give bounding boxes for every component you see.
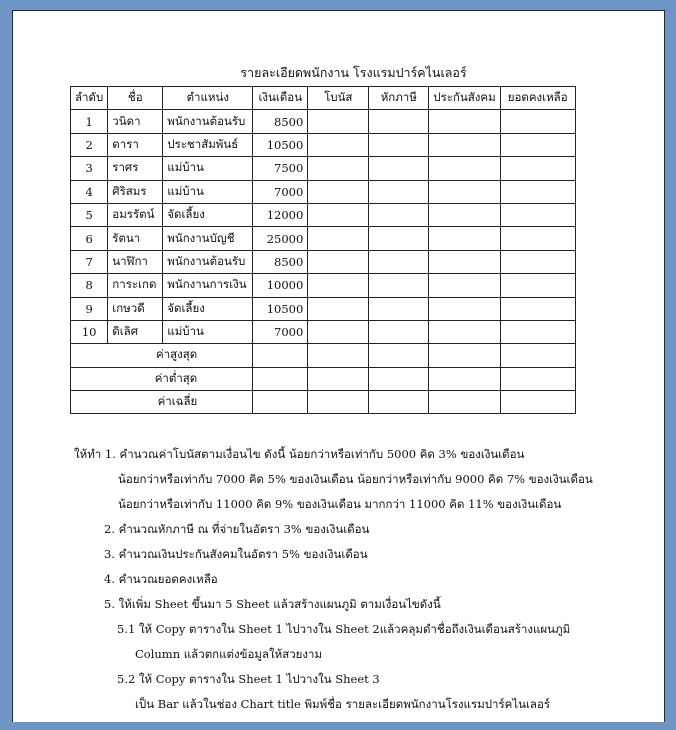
- summary-cell: [500, 367, 575, 390]
- instruction-line: 4. คำนวณยอดคงเหลือ: [104, 572, 218, 586]
- employee-table: [70, 86, 576, 414]
- header-no: ลำดับ: [71, 87, 108, 110]
- cell-tax: [369, 203, 429, 226]
- cell-net-balance: [500, 227, 575, 250]
- cell-salary: 10000: [253, 274, 308, 297]
- table-row: [71, 157, 576, 180]
- cell-bonus: [308, 180, 369, 203]
- cell-name: ดิเลิศ: [108, 320, 163, 343]
- cell-bonus: [308, 110, 369, 133]
- summary-label: ค่าเฉลี่ย: [71, 391, 253, 414]
- summary-cell: [500, 344, 575, 367]
- summary-label: ค่าสูงสุด: [71, 344, 253, 367]
- cell-no: 4: [71, 180, 108, 203]
- cell-tax: [369, 274, 429, 297]
- window-bottom-bar: [0, 722, 676, 730]
- cell-no: 9: [71, 297, 108, 320]
- cell-salary: 7000: [253, 320, 308, 343]
- table-row: [71, 250, 576, 273]
- document-page: [12, 10, 665, 724]
- cell-no: 2: [71, 133, 108, 156]
- instruction-line: 5. ให้เพิ่ม Sheet ขึ้นมา 5 Sheet แล้วสร้างแผนภูมิ ตามเงื่อนไขดังนี้: [104, 597, 441, 611]
- instruction-line: ให้ทำ 1. คำนวณค่าโบนัสตามเงื่อนไข ดังนี้ น้อยกว่าหรือเท่ากับ 5000 คิด 3% ของเงินเดือน: [74, 447, 525, 461]
- cell-salary: 7000: [253, 180, 308, 203]
- table-row: [71, 133, 576, 156]
- cell-net-balance: [500, 133, 575, 156]
- cell-name: การะเกด: [108, 274, 163, 297]
- instruction-line: 2. คำนวณหักภาษี ณ ที่จ่ายในอัตรา 3% ของเงินเดือน: [104, 522, 370, 536]
- cell-no: 3: [71, 157, 108, 180]
- cell-social-security: [429, 274, 500, 297]
- cell-social-security: [429, 133, 500, 156]
- cell-social-security: [429, 110, 500, 133]
- cell-net-balance: [500, 157, 575, 180]
- cell-tax: [369, 133, 429, 156]
- cell-social-security: [429, 180, 500, 203]
- instruction-line: Column แล้วตกแต่งข้อมูลให้สวยงาม: [135, 647, 323, 661]
- cell-tax: [369, 297, 429, 320]
- cell-position: พนักงานต้อนรับ: [163, 250, 253, 273]
- instruction-line: น้อยกว่าหรือเท่ากับ 7000 คิด 5% ของเงินเดือน น้อยกว่าหรือเท่ากับ 9000 คิด 7% ของเงินเดือน: [118, 472, 593, 486]
- cell-salary: 10500: [253, 133, 308, 156]
- cell-no: 5: [71, 203, 108, 226]
- cell-position: พนักงานบัญชี: [163, 227, 253, 250]
- table-row: [71, 227, 576, 250]
- table-row: [71, 180, 576, 203]
- instruction-line: 5.2 ให้ Copy ตารางใน Sheet 1 ไปวางใน Sheet 3: [117, 672, 380, 686]
- table-row: [71, 320, 576, 343]
- instruction-line: 5.1 ให้ Copy ตารางใน Sheet 1 ไปวางใน Sheet 2แล้วคลุมดำชื่อถึงเงินเดือนสร้างแผนภูมิ: [117, 622, 571, 636]
- cell-tax: [369, 320, 429, 343]
- cell-position: ประชาสัมพันธ์: [163, 133, 253, 156]
- table-row: [71, 274, 576, 297]
- cell-tax: [369, 227, 429, 250]
- summary-row: [71, 344, 576, 367]
- cell-social-security: [429, 157, 500, 180]
- summary-cell: [308, 391, 369, 414]
- cell-social-security: [429, 297, 500, 320]
- cell-bonus: [308, 227, 369, 250]
- instruction-line: เป็น Bar แล้วในช่อง Chart title พิมพ์ชื่อ รายละเอียดพนักงานโรงแรมปาร์คไนเลอร์: [135, 697, 551, 711]
- cell-social-security: [429, 203, 500, 226]
- summary-row: [71, 367, 576, 390]
- cell-salary: 10500: [253, 297, 308, 320]
- header-tax: หักภาษี: [369, 87, 429, 110]
- cell-bonus: [308, 203, 369, 226]
- summary-label: ค่าต่ำสุด: [71, 367, 253, 390]
- cell-net-balance: [500, 274, 575, 297]
- cell-tax: [369, 110, 429, 133]
- instruction-line: 3. คำนวณเงินประกันสังคมในอัตรา 5% ของเงินเดือน: [104, 547, 368, 561]
- cell-name: รัตนา: [108, 227, 163, 250]
- cell-no: 7: [71, 250, 108, 273]
- summary-cell: [253, 391, 308, 414]
- document-title: รายละเอียดพนักงาน โรงแรมปาร์คไนเลอร์: [240, 65, 467, 80]
- summary-row: [71, 391, 576, 414]
- summary-cell: [369, 391, 429, 414]
- cell-no: 6: [71, 227, 108, 250]
- cell-no: 10: [71, 320, 108, 343]
- header-name: ชื่อ: [108, 87, 163, 110]
- cell-net-balance: [500, 180, 575, 203]
- cell-bonus: [308, 157, 369, 180]
- cell-salary: 7500: [253, 157, 308, 180]
- cell-salary: 12000: [253, 203, 308, 226]
- cell-name: ศิริสมร: [108, 180, 163, 203]
- cell-position: แม่บ้าน: [163, 157, 253, 180]
- summary-cell: [308, 367, 369, 390]
- summary-cell: [369, 367, 429, 390]
- cell-tax: [369, 157, 429, 180]
- cell-salary: 8500: [253, 110, 308, 133]
- table-row: [71, 110, 576, 133]
- summary-cell: [429, 367, 500, 390]
- summary-cell: [429, 391, 500, 414]
- cell-net-balance: [500, 297, 575, 320]
- summary-cell: [308, 344, 369, 367]
- cell-position: จัดเลี้ยง: [163, 203, 253, 226]
- cell-no: 8: [71, 274, 108, 297]
- summary-cell: [253, 344, 308, 367]
- summary-cell: [253, 367, 308, 390]
- cell-name: อมรรัตน์: [108, 203, 163, 226]
- cell-position: พนักงานการเงิน: [163, 274, 253, 297]
- cell-tax: [369, 180, 429, 203]
- header-net-balance: ยอดคงเหลือ: [500, 87, 575, 110]
- cell-salary: 8500: [253, 250, 308, 273]
- summary-cell: [500, 391, 575, 414]
- cell-name: วนิดา: [108, 110, 163, 133]
- instruction-line: น้อยกว่าหรือเท่ากับ 11000 คิด 9% ของเงินเดือน มากกว่า 11000 คิด 11% ของเงินเดือน: [118, 497, 562, 511]
- header-bonus: โบนัส: [308, 87, 369, 110]
- cell-net-balance: [500, 110, 575, 133]
- cell-social-security: [429, 227, 500, 250]
- table-header-row: [71, 87, 576, 110]
- cell-bonus: [308, 297, 369, 320]
- cell-salary: 25000: [253, 227, 308, 250]
- summary-cell: [429, 344, 500, 367]
- cell-position: พนักงานต้อนรับ: [163, 110, 253, 133]
- cell-net-balance: [500, 203, 575, 226]
- cell-no: 1: [71, 110, 108, 133]
- cell-social-security: [429, 250, 500, 273]
- table-row: [71, 297, 576, 320]
- cell-position: แม่บ้าน: [163, 180, 253, 203]
- cell-name: ดารา: [108, 133, 163, 156]
- cell-name: เกษวดี: [108, 297, 163, 320]
- cell-bonus: [308, 320, 369, 343]
- table-row: [71, 203, 576, 226]
- cell-bonus: [308, 250, 369, 273]
- cell-net-balance: [500, 250, 575, 273]
- summary-cell: [369, 344, 429, 367]
- cell-net-balance: [500, 320, 575, 343]
- header-social-security: ประกันสังคม: [429, 87, 500, 110]
- cell-social-security: [429, 320, 500, 343]
- header-position: ตำแหน่ง: [163, 87, 253, 110]
- cell-tax: [369, 250, 429, 273]
- cell-bonus: [308, 274, 369, 297]
- cell-position: แม่บ้าน: [163, 320, 253, 343]
- cell-position: จัดเลี้ยง: [163, 297, 253, 320]
- cell-bonus: [308, 133, 369, 156]
- header-salary: เงินเดือน: [253, 87, 308, 110]
- cell-name: ราศร: [108, 157, 163, 180]
- cell-name: นาฬิกา: [108, 250, 163, 273]
